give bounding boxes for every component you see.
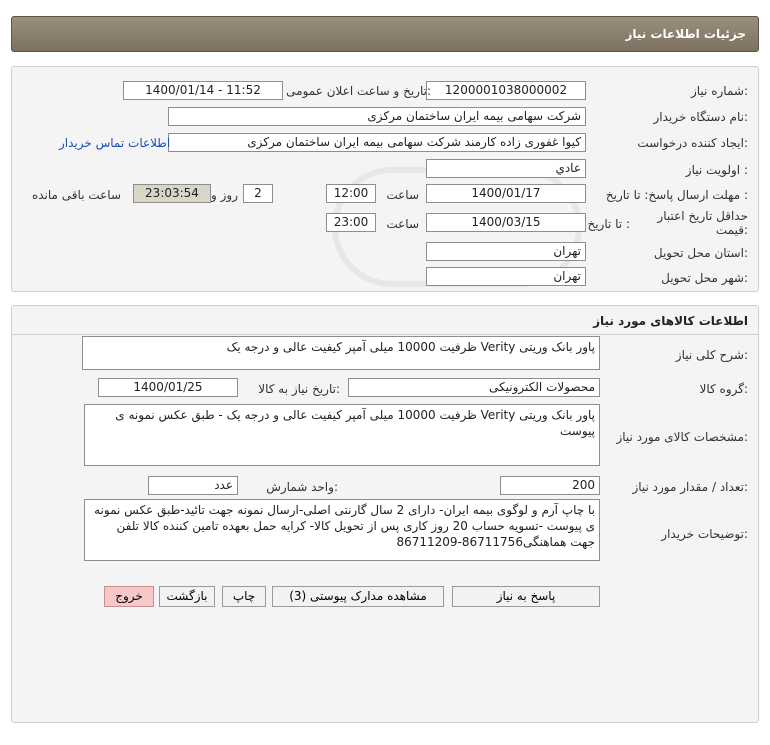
unit-field: عدد [148, 476, 238, 495]
reply-button[interactable]: پاسخ به نیاز [452, 586, 600, 607]
quantity-field: 200 [500, 476, 600, 495]
exit-button[interactable]: خروج [104, 586, 154, 607]
attachments-button[interactable]: مشاهده مدارک پیوستی (3) [272, 586, 444, 607]
spec-field: پاور بانک وریتی Verity ظرفیت 10000 میلی آمپر کیفیت عالی و درجه یک - طبق عکس نمونه ی پیوست [84, 404, 600, 466]
buyer-contact-link[interactable]: اطلاعات تماس خریدار [59, 136, 171, 150]
page-title: جزئیات اطلاعات نیاز [625, 27, 746, 41]
days-field: 2 [243, 184, 273, 203]
need-number-label: شماره نیاز: [690, 84, 748, 98]
buyer-field: شرکت سهامی بیمه ایران ساختمان مرکزی [168, 107, 586, 126]
deadline-time-field: 12:00 [326, 184, 376, 203]
province-label: استان محل تحویل: [653, 246, 748, 260]
validity-date-field: 1400/03/15 [426, 213, 586, 232]
need-number-field: 1200001038000002 [426, 81, 586, 100]
page-title-bar [11, 16, 759, 52]
remaining-time-field: 23:03:54 [133, 184, 211, 203]
announce-label: تاریخ و ساعت اعلان عمومی: [286, 84, 431, 98]
province-field: تهران [426, 242, 586, 261]
city-label: شهر محل تحویل: [661, 271, 748, 285]
validity-label: حداقل تاریخ اعتبار قیمت: [657, 209, 748, 237]
city-field: تهران [426, 267, 586, 286]
priority-field: عادي [426, 159, 586, 178]
unit-label: واحد شمارش: [266, 480, 338, 494]
deadline-label: مهلت ارسال پاسخ: تا تاریخ : [605, 188, 748, 202]
goods-group-label: گروه کالا: [699, 382, 748, 396]
need-info-panel [11, 66, 759, 292]
buyer-notes-field: با چاپ آرم و لوگوی بیمه ایران- دارای 2 سال گارنتی اصلی-ارسال نمونه جهت تائید-طبق عکس نمونه ی پیوست -تسویه حساب 20 روز کاری پس از تحویل کالا- کرایه حمل بعهده تامین کننده کالا تلفن جهت هماهنگی86711756-86711209 [84, 499, 600, 561]
deadline-time-label: ساعت [386, 188, 419, 202]
buyer-notes-label: توضیحات خریدار: [661, 527, 748, 541]
days-label: روز و [211, 188, 238, 202]
validity-to-label: تا تاریخ : [587, 217, 630, 231]
goods-group-field: محصولات الکترونیکی [348, 378, 600, 397]
section-divider [12, 334, 758, 335]
remaining-label: ساعت باقی مانده [31, 188, 121, 202]
goods-info-panel [11, 305, 759, 723]
validity-time-field: 23:00 [326, 213, 376, 232]
print-button[interactable]: چاپ [222, 586, 266, 607]
creator-label: ایجاد کننده درخواست: [637, 136, 748, 150]
back-button[interactable]: بازگشت [159, 586, 215, 607]
deadline-date-field: 1400/01/17 [426, 184, 586, 203]
priority-label: اولویت نیاز : [685, 163, 748, 177]
need-date-label: تاریخ نیاز به کالا: [258, 382, 340, 396]
spec-label: مشخصات کالای مورد نیاز: [616, 430, 748, 444]
buyer-label: نام دستگاه خریدار: [653, 110, 748, 124]
general-desc-field: پاور بانک وریتی Verity ظرفیت 10000 میلی آمپر کیفیت عالی و درجه یک [82, 336, 600, 370]
need-date-field: 1400/01/25 [98, 378, 238, 397]
general-desc-label: شرح کلی نیاز: [675, 348, 748, 362]
validity-time-label: ساعت [386, 217, 419, 231]
quantity-label: تعداد / مقدار مورد نیاز: [632, 480, 748, 494]
creator-field: کیوا غفوری زاده کارمند شرکت سهامی بیمه ایران ساختمان مرکزی [168, 133, 586, 152]
announce-field: 1400/01/14 - 11:52 [123, 81, 283, 100]
goods-section-title: اطلاعات کالاهای مورد نیاز [593, 314, 748, 328]
